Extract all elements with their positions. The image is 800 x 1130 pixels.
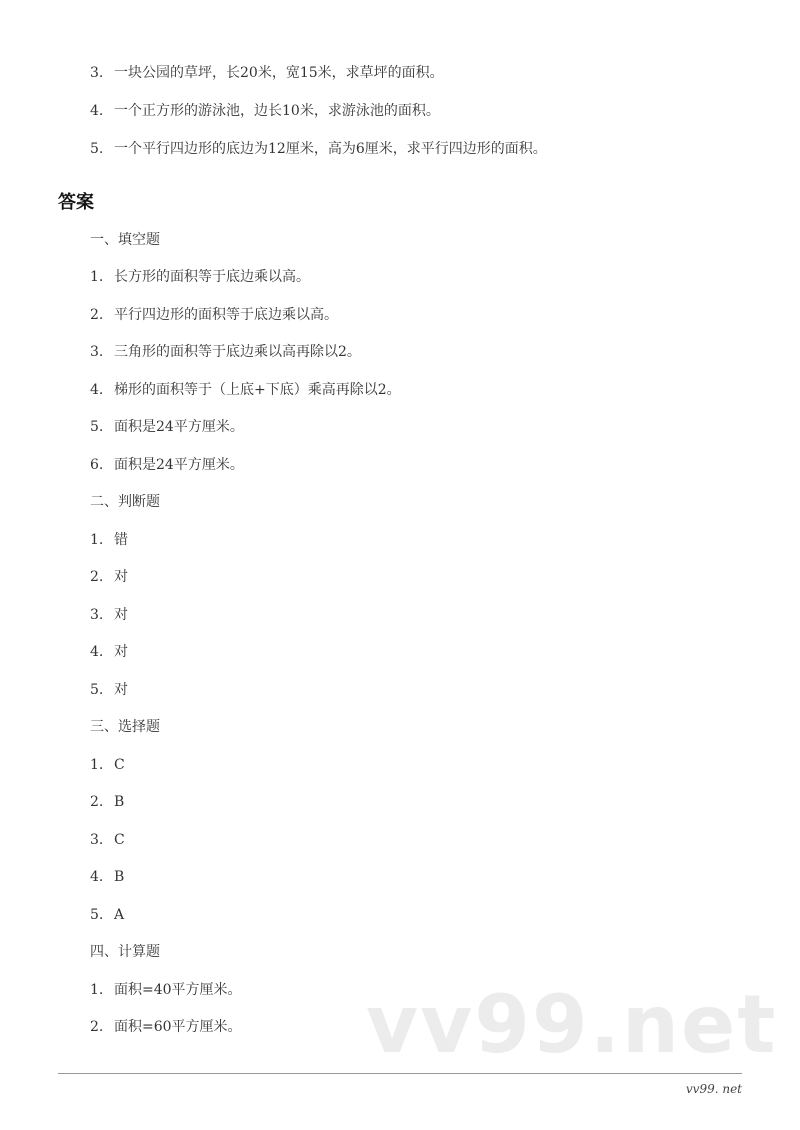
section-title: 四、计算题 — [90, 944, 160, 960]
answer-item: 1. C — [90, 757, 125, 773]
answer-item: 1. 面积=40平方厘米。 — [90, 982, 242, 998]
footer-divider — [58, 1073, 742, 1074]
section-title: 一、填空题 — [90, 232, 160, 248]
answer-item: 2. 对 — [90, 569, 128, 585]
answer-item: 2. B — [90, 794, 125, 810]
answer-item: 4. 对 — [90, 644, 128, 660]
answer-item: 4. B — [90, 869, 125, 885]
section-title: 三、选择题 — [90, 719, 160, 735]
answer-item: 5. 对 — [90, 682, 128, 698]
answers-heading: 答案 — [58, 192, 94, 213]
answer-item: 1. 长方形的面积等于底边乘以高。 — [90, 269, 310, 285]
answer-item: 3. 三角形的面积等于底边乘以高再除以2。 — [90, 344, 361, 360]
section-title: 二、判断题 — [90, 494, 160, 510]
answer-item: 6. 面积是24平方厘米。 — [90, 457, 244, 473]
answer-item: 3. 对 — [90, 607, 128, 623]
question-item: 5. 一个平行四边形的底边为12厘米，高为6厘米，求平行四边形的面积。 — [90, 141, 547, 157]
answer-item: 1. 错 — [90, 532, 128, 548]
answer-item: 2. 面积=60平方厘米。 — [90, 1019, 242, 1035]
answer-item: 4. 梯形的面积等于（上底+下底）乘高再除以2。 — [90, 382, 401, 398]
answer-item: 3. C — [90, 832, 125, 848]
answer-item: 5. A — [90, 907, 125, 923]
footer-site-label: vv99. net — [685, 1082, 742, 1096]
question-item: 3. 一块公园的草坪，长20米，宽15米，求草坪的面积。 — [90, 65, 444, 81]
watermark: vv99.net — [366, 978, 778, 1071]
answer-item: 2. 平行四边形的面积等于底边乘以高。 — [90, 307, 338, 323]
answer-item: 5. 面积是24平方厘米。 — [90, 419, 244, 435]
question-item: 4. 一个正方形的游泳池，边长10米，求游泳池的面积。 — [90, 103, 440, 119]
